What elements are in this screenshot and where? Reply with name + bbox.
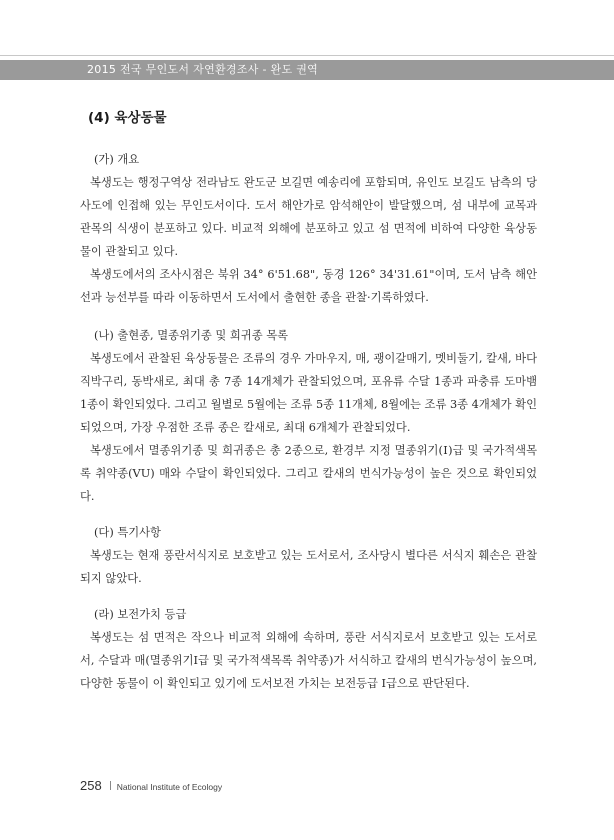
section-title: (4) 육상동물 [88, 110, 167, 126]
subsection-heading: (다) 특기사항 [94, 526, 161, 539]
paragraph: 복생도는 행정구역상 전라남도 완도군 보길면 예송리에 포함되며, 유인도 보길도 남측의 당사도에 인접해 있는 무인도서이다. 도서 해안가로 암석해안이 발달했으며, 섬 내부에 교목과 관목의 식생이 분포하고 있다. 비교적 외해에 분포하고 있고 섬 면적에 비하여 다양한 육상동물이 관찰되고 있다. [80, 176, 537, 258]
subsection-overview [80, 148, 537, 309]
subsection-species-list [80, 324, 537, 508]
subsection-heading: (라) 보전가치 등급 [94, 608, 187, 621]
paragraph: 복생도는 섬 면적은 작으나 비교적 외해에 속하며, 풍란 서식지로서 보호받고 있는 도서로서, 수달과 매(멸종위기Ⅰ급 및 국가적색목록 취약종)가 서식하고 칼새의 번식가능성이 높으며, 다양한 동물이 이 확인되고 있기에 도서보전 가치는 보전등급 Ⅰ급으로 판단된다. [80, 631, 537, 690]
subsection-heading: (나) 출현종, 멸종위기종 및 희귀종 목록 [94, 329, 289, 342]
header-rule [0, 55, 614, 56]
subsection-conservation-grade [80, 603, 537, 695]
footer-institution: National Institute of Ecology [116, 782, 223, 792]
running-header-title: 2015 전국 무인도서 자연환경조사 - 완도 권역 [87, 63, 319, 76]
page-number: 258 [80, 778, 102, 793]
paragraph: 복생도에서의 조사시점은 북위 34° 6'51.68", 동경 126° 34'31.61"이며, 도서 남측 해안선과 능선부를 따라 이동하면서 도서에서 출현한 종을 관찰·기록하였다. [80, 268, 537, 304]
paragraph: 복생도에서 멸종위기종 및 희귀종은 총 2종으로, 환경부 지정 멸종위기(Ⅰ)급 및 국가적색목록 취약종(VU) 매와 수달이 확인되었다. 그리고 칼새의 번식가능성이 높은 것으로 확인되었다. [80, 444, 537, 503]
subsection-heading: (가) 개요 [94, 153, 140, 166]
paragraph: 복생도는 현재 풍란서식지로 보호받고 있는 도서로서, 조사당시 별다른 서식지 훼손은 관찰되지 않았다. [80, 549, 537, 585]
page-footer [80, 778, 222, 798]
subsection-notes [80, 521, 537, 590]
footer-divider [110, 781, 111, 790]
page-body [80, 106, 537, 695]
paragraph: 복생도에서 관찰된 육상동물은 조류의 경우 가마우지, 매, 괭이갈매기, 멧비둘기, 칼새, 바다직박구리, 동박새로, 최대 총 7종 14개체가 관찰되었으며, 포유류 수달 1종과 파충류 도마뱀 1종이 확인되었다. 그리고 월별로 5월에는 조류 5종 11개체, 8월에는 조류 3종 4개체가 확인되었으며, 가장 우점한 조류 종은 칼새로, 최대 6개체가 관찰되었다. [80, 352, 537, 434]
